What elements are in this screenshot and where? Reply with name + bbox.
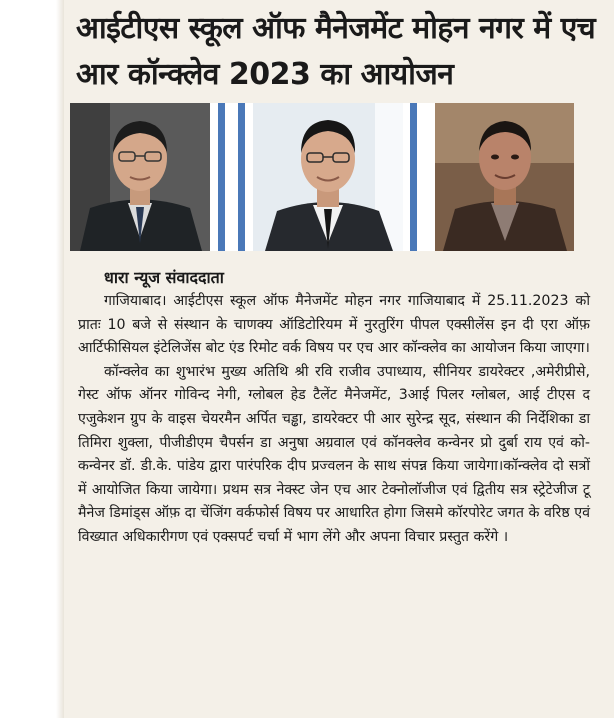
portrait-photo-3 (435, 103, 574, 251)
person-1-illustration (70, 103, 210, 251)
portrait-photo-2 (253, 103, 403, 251)
page-edge (56, 0, 64, 718)
article-paragraph-1: गाजियाबाद। आईटीएस स्कूल ऑफ मैनेजमेंट मोहन नगर गाजियाबाद में 25.11.2023 को प्रातः 10 बजे से संस्थान के चाणक्य ऑडिटोरियम में नुरतुरिंग पीपल एक्सीलेंस इन दी एरा ऑफ़ आर्टिफीसियल इंटेलिजेंस बोट एंड रिमोट वर्क विषय पर एच आर कॉन्क्लेव का आयोजन किया जाएगा। (78, 293, 590, 357)
person-2-illustration (253, 103, 403, 251)
portrait-photo-1 (70, 103, 210, 251)
photo-row (70, 103, 574, 251)
article-body (78, 290, 590, 550)
person-3-illustration (435, 103, 574, 251)
article-byline: धारा न्यूज संवाददाता (104, 268, 224, 287)
article-paragraph-2: कॉन्क्लेव का शुभारंभ मुख्य अतिथि श्री रवि राजीव उपाध्याय, सीनियर डायरेक्टर ,अमेरीप्रीसे, गेस्ट ऑफ ऑनर गोविन्द नेगी, ग्लोबल हेड टैलेंट मैनेजमेंट, 3आई पिलर ग्लोबल, आई टीएस द एजुकेशन ग्रुप के वाइस चेयरमैन अर्पित चड्ढा, डायरेक्टर पी आर सुरेन्द्र सूद, संस्थान की निर्देशिका डा तिमिरा शुक्ला, पीजीडीएम चैपर्सन डा अनुषा अग्रवाल एवं कॉनक्लेव कन्वेनर प्रो दुर्बा राय एवं को-कन्वेनर डॉ. डी.के. पांडेय द्वारा पारंपरिक दीप प्रज्वलन के साथ संपन्न किया जायेगा।कॉन्क्लेव दो सत्रों में आयोजित किया जायेगा। प्रथम सत्र नेक्स्ट जेन एच आर टेक्नोलॉजीज एवं द्वितीय सत्र स्ट्रेटेजीज टू मैनेज डिमांड्स ऑफ़ दा चेंजिंग वर्कफोर्स विषय पर आधारित होगा जिसमे कॉरपोरेट जगत के वरिष्ठ एवं विख्यात अधिकारीगण एवं एक्सपर्ट चर्चा में भाग लेंगे और अपना विचार प्रस्तुत करेंगे । (78, 363, 590, 545)
article-headline: आईटीएस स्कूल ऑफ मैनेजमेंट मोहन नगर में एच आर कॉन्क्लेव 2023 का आयोजन (76, 11, 596, 92)
